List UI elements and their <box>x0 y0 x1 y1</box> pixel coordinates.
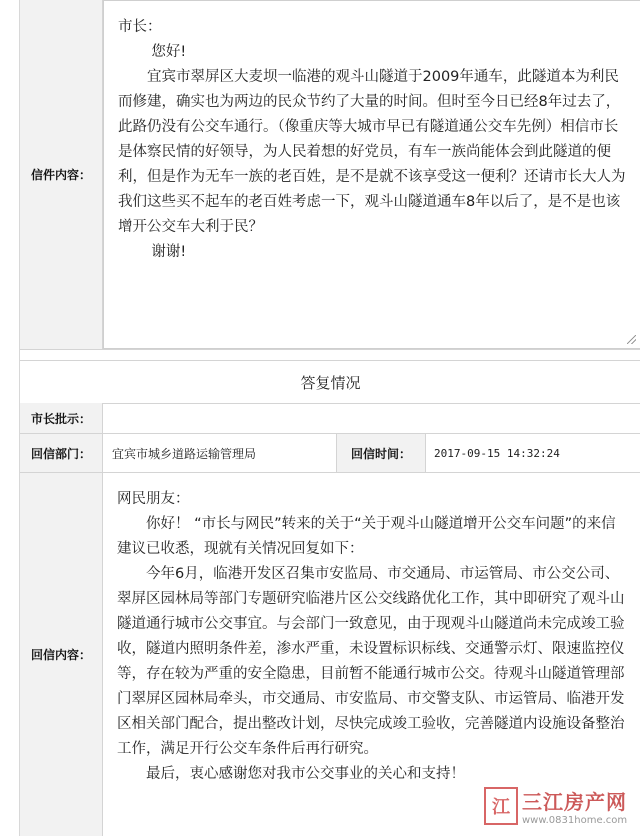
reply-paragraph-2: 今年6月，临港开发区召集市安监局、市交通局、市运管局、市公交公司、翠屏区园林局等部门专题研究临港片区公交线路优化工作，其中即研究了观斗山隧道通行城市公交事宜。与会部门一致意见，由于现观斗山隧道尚未完成竣工验收，隧道内照明条件差，渗水严重，未设置标识标线、交通警示灯、限速监控仪等，存在较为严重的安全隐患，目前暂不能通行城市公交。待观斗山隧道管理部门翠屏区园林局牵头，市交通局、市安监局、市交警支队、市运管局、临港开发区相关部门配合，提出整改计划，尽快完成竣工验收，完善隧道内设施设备整治工作，满足开行公交车条件后再行研究。 <box>117 566 625 757</box>
reply-content-label: 回信内容： <box>20 473 103 836</box>
reply-section-header <box>20 360 640 404</box>
reply-content-text <box>103 473 640 836</box>
reply-paragraph-3: 最后，衷心感谢您对我市公交事业的关心和支持！ <box>146 766 465 782</box>
site-watermark <box>484 784 630 828</box>
reply-time-value: 2017-09-15 14:32:24 <box>434 446 560 460</box>
watermark-title: 三江房产网 <box>522 790 627 814</box>
letter-salutation: 市长： <box>118 19 162 35</box>
reply-content-row <box>20 473 640 836</box>
resize-handle-icon[interactable] <box>627 335 636 344</box>
letter-content-textarea[interactable] <box>103 0 640 349</box>
mayor-instruction-label: 市长批示： <box>20 403 103 433</box>
reply-dept-row <box>20 434 640 473</box>
reply-section-title: 答复情况 <box>300 373 361 392</box>
watermark-logo-icon: 江 <box>484 787 518 825</box>
letter-greeting: 您好! <box>151 44 187 60</box>
reply-dept-value: 宜宾市城乡道路运输管理局 <box>112 446 257 461</box>
letter-detail-table <box>19 0 640 836</box>
letter-content-label: 信件内容： <box>20 0 103 349</box>
mayor-instruction-row <box>20 403 640 434</box>
watermark-url: www.0831home.com <box>522 815 628 826</box>
letter-closing: 谢谢! <box>151 244 187 260</box>
reply-time-label: 回信时间： <box>336 434 426 472</box>
letter-body: 宜宾市翠屏区大麦坝一临港的观斗山隧道于2009年通车，此隧道本为利民而修建，确实也为两边的民众节约了大量的时间。但时至今日已经8年过去了，此路仍没有公交车通行。（像重庆等大城市早已有隧道通公交车先例）相信市长是体察民情的好领导，为人民着想的好党员，有车一族尚能体会到此隧道的便利，但是作为无车一族的老百姓，是不是就不该享受这一便利？还请市长大人为我们这些买不起车的老百姓考虑一下，观斗山隧道通车8年以后了，是不是也该增开公交车大利于民？ <box>118 69 626 235</box>
letter-content-row <box>20 0 640 350</box>
reply-dept-label: 回信部门： <box>20 434 103 472</box>
reply-paragraph-1: 你好！ “市长与网民”转来的关于“关于观斗山隧道增开公交车问题”的来信建议已收悉，现就有关情况回复如下： <box>117 516 616 557</box>
reply-salutation: 网民朋友： <box>117 491 190 507</box>
